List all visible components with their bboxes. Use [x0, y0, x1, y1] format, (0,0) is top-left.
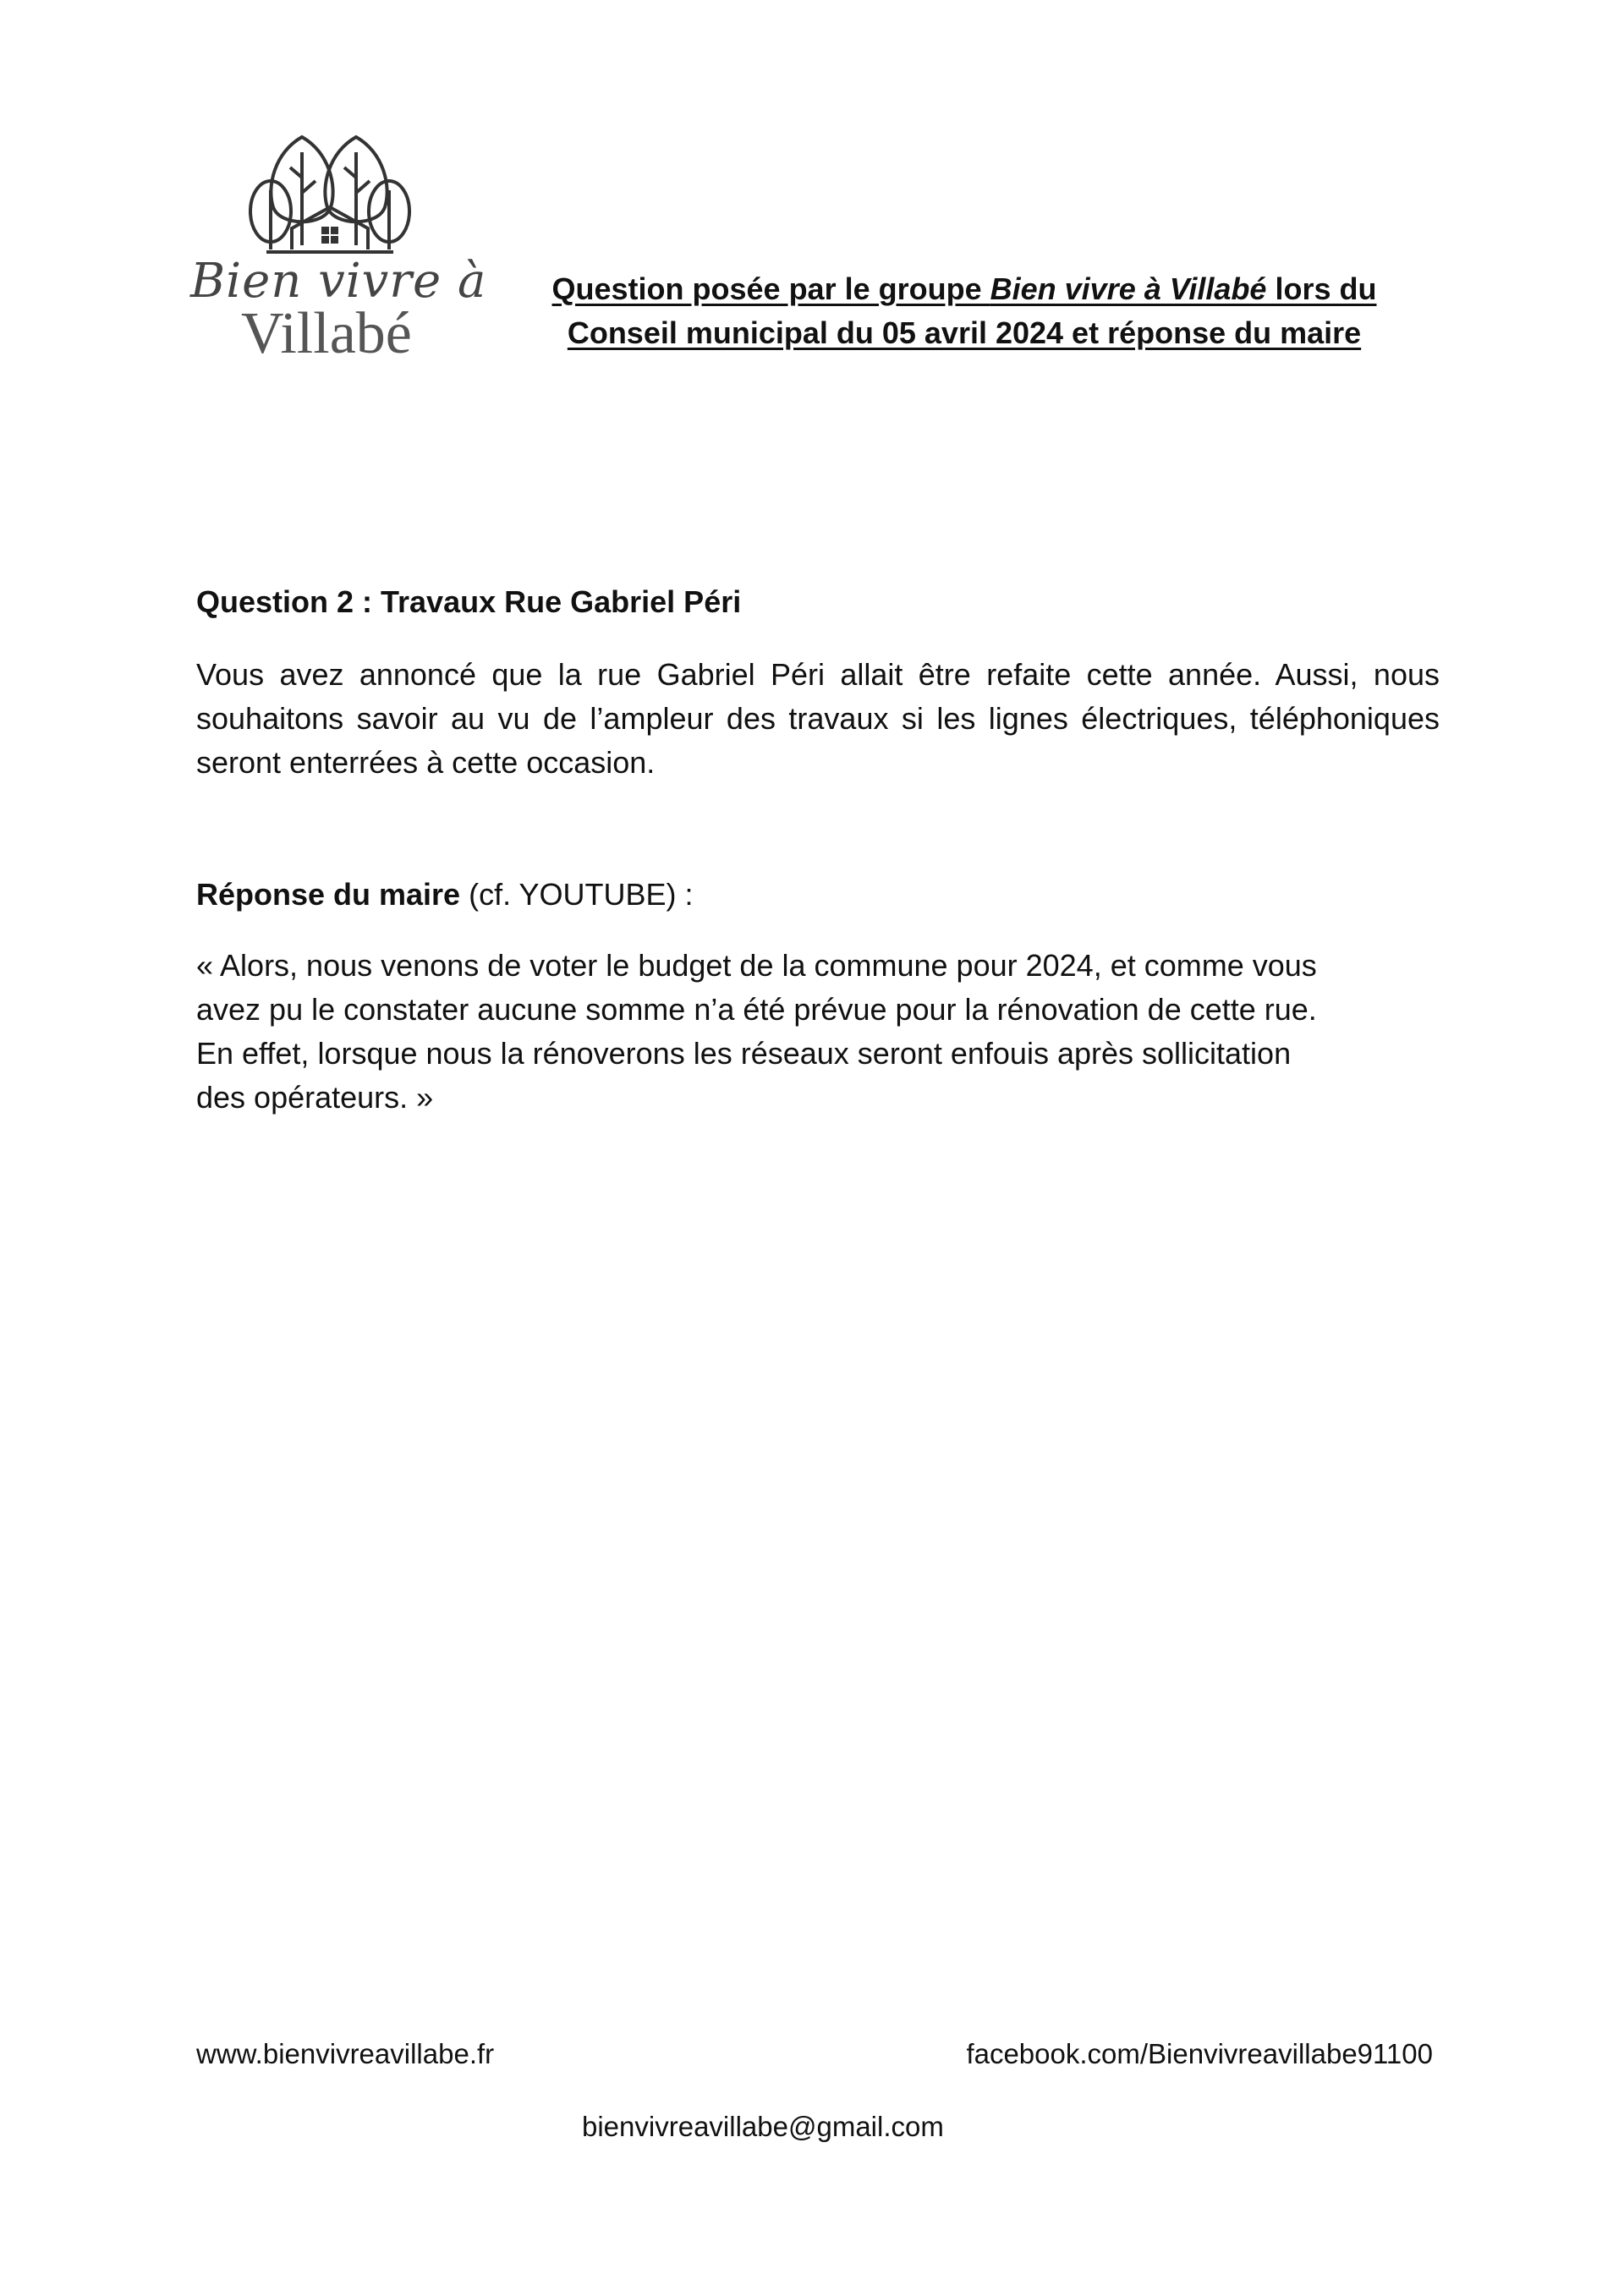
footer-facebook: facebook.com/Bienvivreavillabe91100 [966, 2038, 1433, 2069]
response-body [196, 944, 1440, 1120]
response-line: avez pu le constater aucune somme n’a été prévue pour la rénovation de cette rue. [196, 992, 1317, 1027]
page-title [482, 267, 1446, 355]
question-body [196, 653, 1440, 785]
response-title-rest: (cf. YOUTUBE) : [460, 877, 694, 912]
question-title: Question 2 : Travaux Rue Gabriel Péri [196, 584, 742, 619]
title-line-2: Conseil municipal du 05 avril 2024 et réponse du maire [567, 315, 1362, 350]
response-title-bold: Réponse du maire [196, 877, 461, 912]
title-prefix: Question posée par le groupe [551, 271, 990, 306]
response-line: En effet, lorsque nous la rénoverons les réseaux seront enfouis après sollicitation [196, 1036, 1292, 1071]
response-line: « Alors, nous venons de voter le budget de la commune pour 2024, et comme vous [196, 948, 1317, 983]
logo [190, 127, 487, 372]
response-line: des opérateurs. » [196, 1080, 434, 1115]
trees-house-icon [190, 127, 465, 262]
title-suffix: lors du [1266, 271, 1377, 306]
group-name: Bien vivre à Villabé [990, 271, 1267, 306]
footer-email: bienvivreavillabe@gmail.com [582, 2111, 944, 2142]
question-text: Vous avez annoncé que la rue Gabriel Péri allait être refaite cette année. Aussi, nous souhaitons savoir au vu de l’ampleur des travaux si les lignes électriques, téléphoniques seront enterrées à cette occasion. [196, 657, 1440, 780]
title-line-1 [482, 267, 1446, 311]
footer-website: www.bienvivreavillabe.fr [196, 2038, 495, 2069]
logo-script-text: Bien vivre à [190, 254, 487, 309]
response-title [196, 873, 1440, 917]
logo-town-text: Villabé [241, 301, 412, 366]
